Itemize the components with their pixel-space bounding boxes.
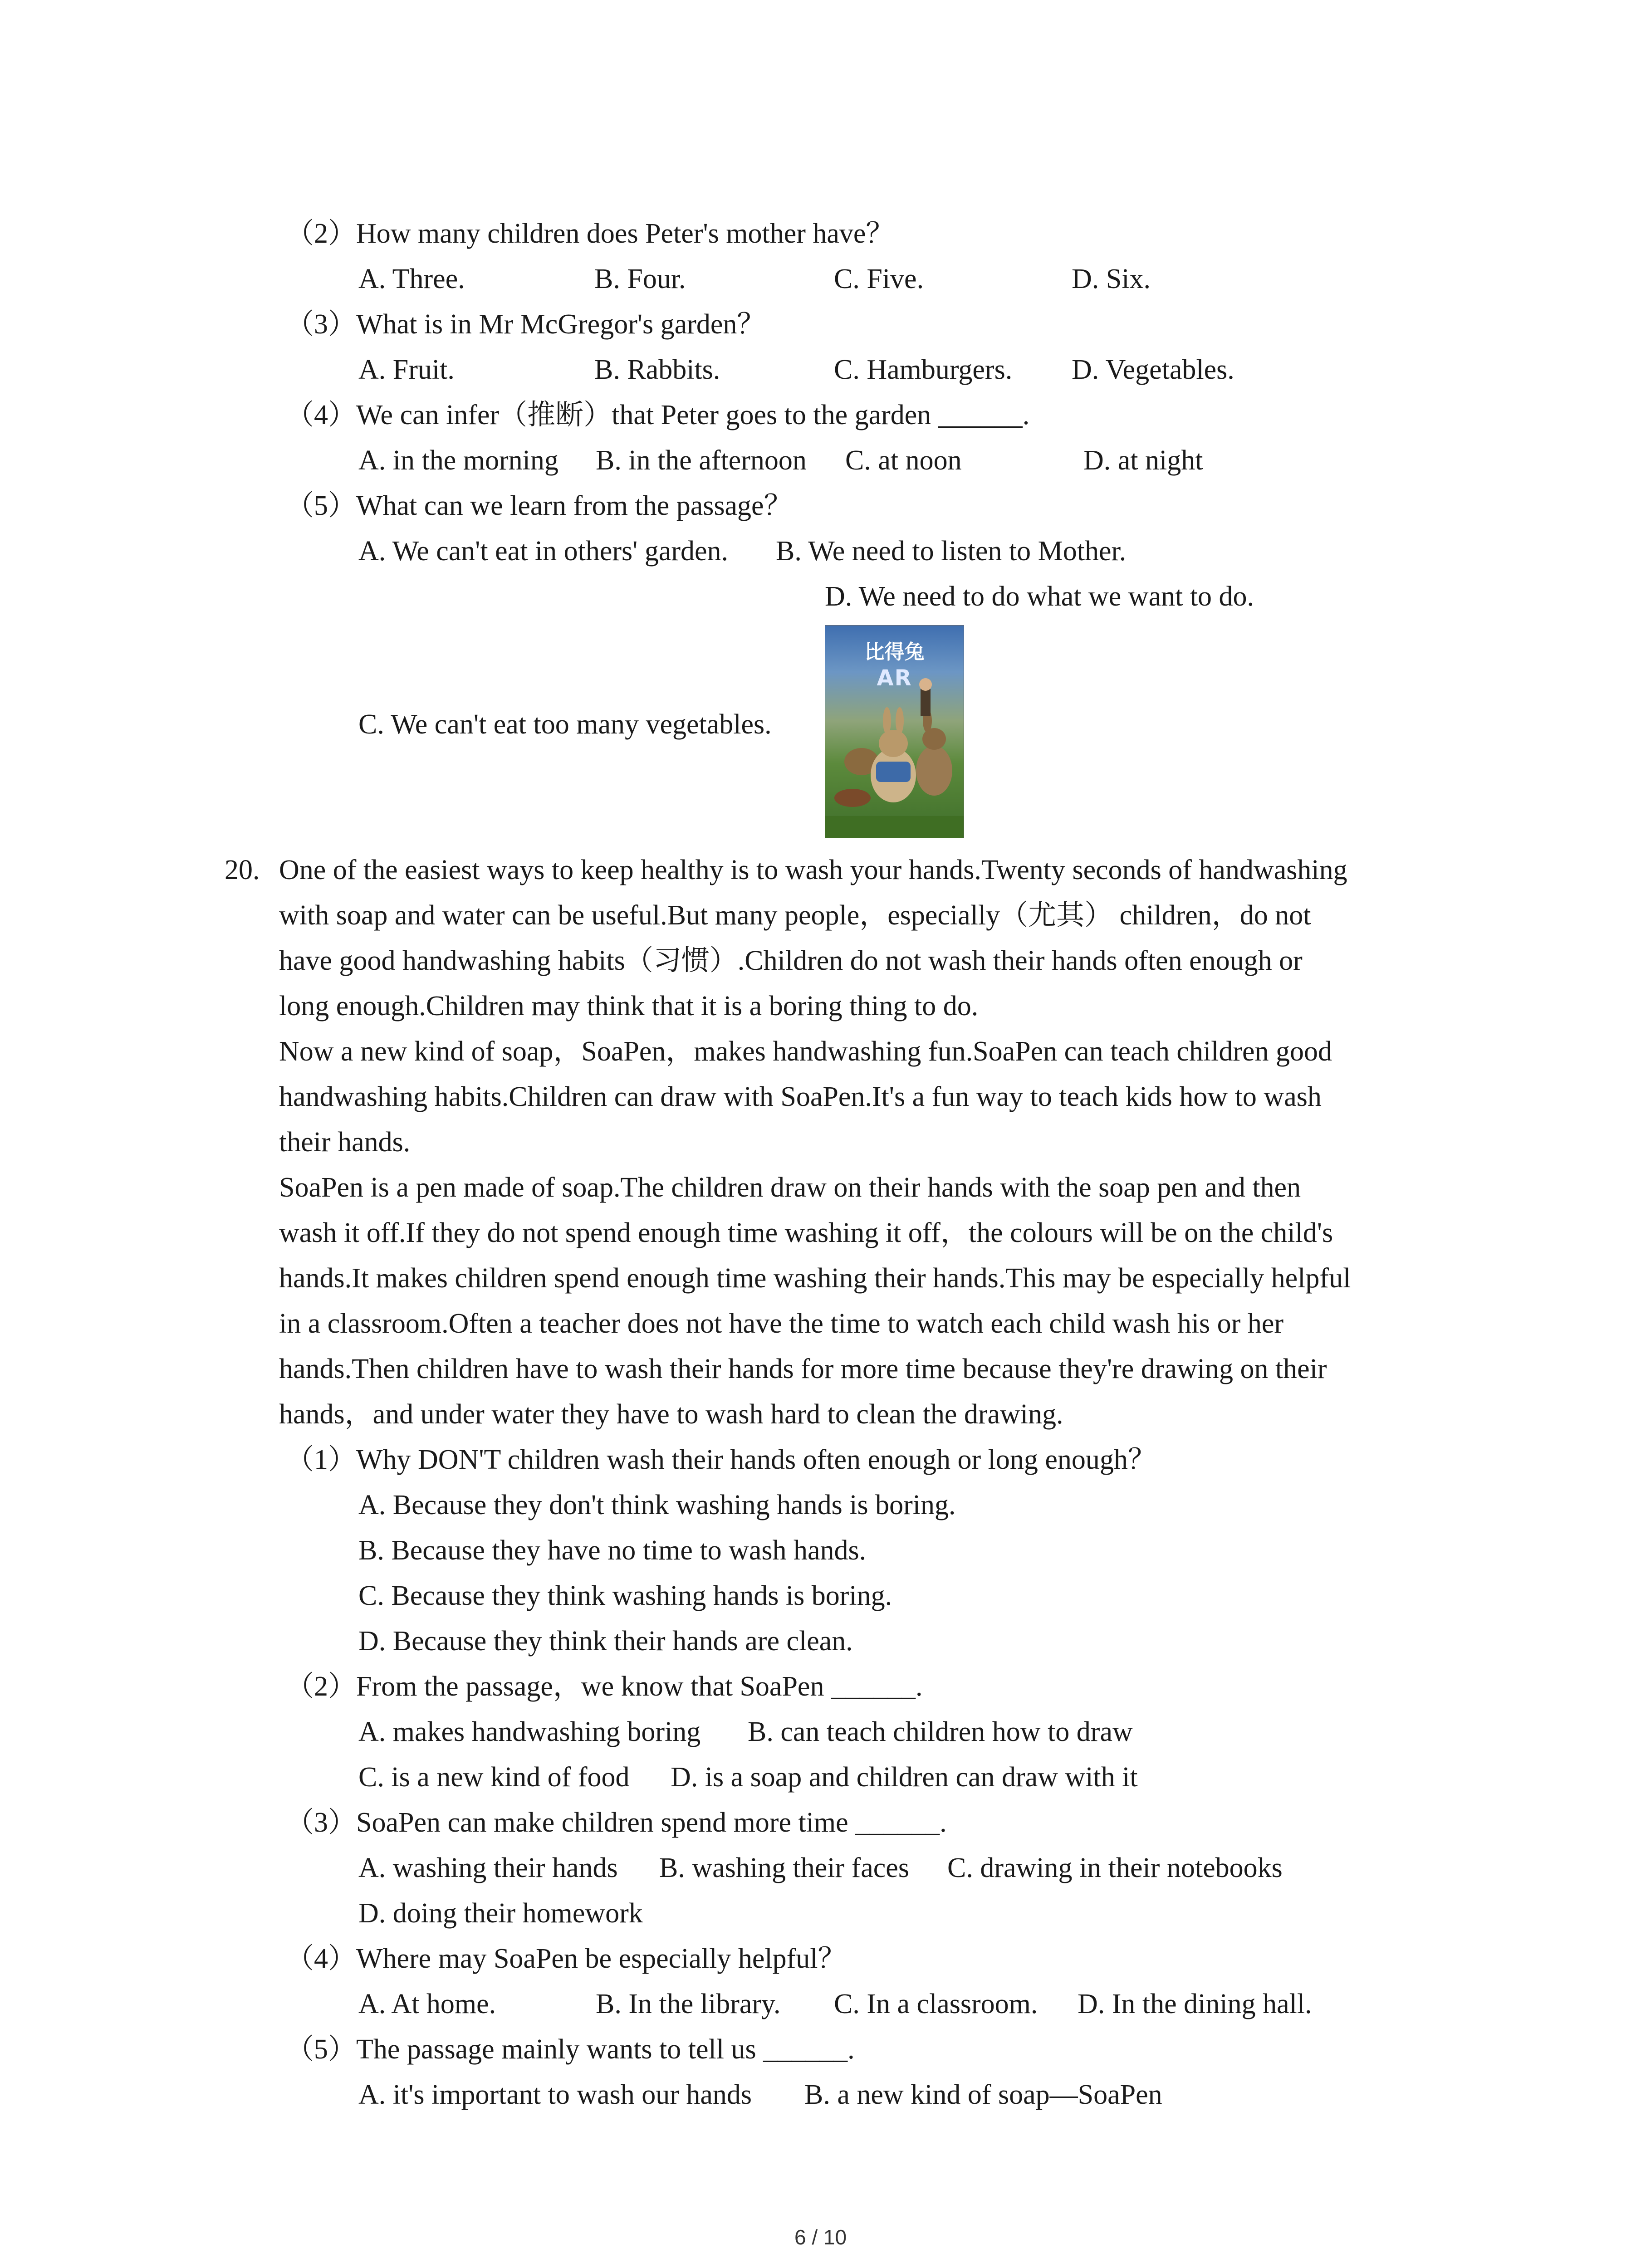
question-stem: （4）Where may SoaPen be especially helpful？ bbox=[286, 1943, 846, 1974]
option: C. Hamburgers. bbox=[834, 354, 1013, 385]
page-number: 6 / 10 bbox=[794, 2225, 847, 2249]
option: B. a new kind of soap—SoaPen bbox=[804, 2079, 1162, 2110]
option: D. Six. bbox=[1072, 264, 1151, 294]
option: A. We can't eat in others' garden. bbox=[358, 536, 729, 567]
option: A. Because they don't think washing hands is boring. bbox=[358, 1490, 956, 1520]
option: B. Four. bbox=[594, 264, 686, 294]
option: C. We can't eat too many vegetables. bbox=[358, 709, 772, 740]
option: A. At home. bbox=[358, 1989, 496, 2019]
option: D. Because they think their hands are clean. bbox=[358, 1626, 853, 1657]
passage-line: hands.It makes children spend enough time washing their hands.This may be especially helpful bbox=[279, 1263, 1351, 1294]
passage-line: with soap and water can be useful.But many people，especially（尤其） children，do not bbox=[279, 900, 1311, 931]
poster-illustration bbox=[825, 626, 964, 838]
option: D. is a soap and children can draw with it bbox=[671, 1762, 1138, 1793]
option: C. Because they think washing hands is boring. bbox=[358, 1580, 892, 1611]
option: C. In a classroom. bbox=[834, 1989, 1038, 2019]
option: B. Because they have no time to wash hands. bbox=[358, 1535, 867, 1566]
option: D. Vegetables. bbox=[1072, 354, 1234, 385]
option: B. in the afternoon bbox=[596, 445, 807, 476]
poster-title: 比得兔 bbox=[864, 640, 925, 664]
question-stem: （5）The passage mainly wants to tell us ______. bbox=[286, 2034, 855, 2065]
question-stem: （3）SoaPen can make children spend more time ______. bbox=[286, 1807, 947, 1838]
poster-subtitle: AR bbox=[877, 665, 912, 691]
passage-line: SoaPen is a pen made of soap.The children draw on their hands with the soap pen and then bbox=[279, 1172, 1301, 1203]
passage-line: handwashing habits.Children can draw with SoaPen.It's a fun way to teach kids how to wash bbox=[279, 1081, 1322, 1112]
passage-line: hands，and under water they have to wash hard to clean the drawing. bbox=[279, 1399, 1063, 1430]
passage-line: wash it off.If they do not spend enough time washing it off，the colours will be on the child's bbox=[279, 1217, 1333, 1248]
passage-line: Now a new kind of soap，SoaPen，makes handwashing fun.SoaPen can teach children good bbox=[279, 1036, 1332, 1067]
option: A. Fruit. bbox=[358, 354, 455, 385]
movie-poster-image bbox=[825, 625, 964, 838]
question-stem: （1）Why DON'T children wash their hands often enough or long enough？ bbox=[286, 1444, 1156, 1475]
option: D. at night bbox=[1083, 445, 1203, 476]
question-stem: （3）What is in Mr McGregor's garden？ bbox=[286, 309, 765, 340]
option: B. Rabbits. bbox=[594, 354, 720, 385]
option: D. doing their homework bbox=[358, 1898, 643, 1929]
option: D. We need to do what we want to do. bbox=[825, 581, 1254, 612]
option: C. drawing in their notebooks bbox=[947, 1853, 1283, 1883]
option: C. Five. bbox=[834, 264, 924, 294]
option: A. washing their hands bbox=[358, 1853, 618, 1883]
question-stem: （4）We can infer（推断）that Peter goes to the garden ______. bbox=[286, 400, 1030, 430]
passage-line: long enough.Children may think that it is a boring thing to do. bbox=[279, 991, 979, 1022]
option: A. in the morning bbox=[358, 445, 558, 476]
option: C. at noon bbox=[845, 445, 962, 476]
passage-line: in a classroom.Often a teacher does not have the time to watch each child wash his or her bbox=[279, 1308, 1283, 1339]
option: B. washing their faces bbox=[659, 1853, 909, 1883]
question-stem: （5）What can we learn from the passage？ bbox=[286, 490, 792, 521]
question-stem: （2）From the passage，we know that SoaPen ______. bbox=[286, 1671, 923, 1702]
passage-line: have good handwashing habits（习惯）.Children do not wash their hands often enough or bbox=[279, 945, 1303, 976]
option: D. In the dining hall. bbox=[1078, 1989, 1312, 2019]
passage-line: their hands. bbox=[279, 1127, 411, 1158]
option: A. it's important to wash our hands bbox=[358, 2079, 752, 2110]
question-stem: （2）How many children does Peter's mother have？ bbox=[286, 218, 894, 249]
option: B. In the library. bbox=[596, 1989, 781, 2019]
option: B. We need to listen to Mother. bbox=[776, 536, 1127, 567]
option: C. is a new kind of food bbox=[358, 1762, 630, 1793]
option: B. can teach children how to draw bbox=[748, 1716, 1133, 1747]
option: A. makes handwashing boring bbox=[358, 1716, 701, 1747]
passage-line: One of the easiest ways to keep healthy is to wash your hands.Twenty seconds of handwashing bbox=[279, 855, 1347, 885]
option: A. Three. bbox=[358, 264, 465, 294]
passage-line: hands.Then children have to wash their hands for more time because they're drawing on their bbox=[279, 1354, 1327, 1384]
question-number: 20. bbox=[225, 855, 260, 885]
